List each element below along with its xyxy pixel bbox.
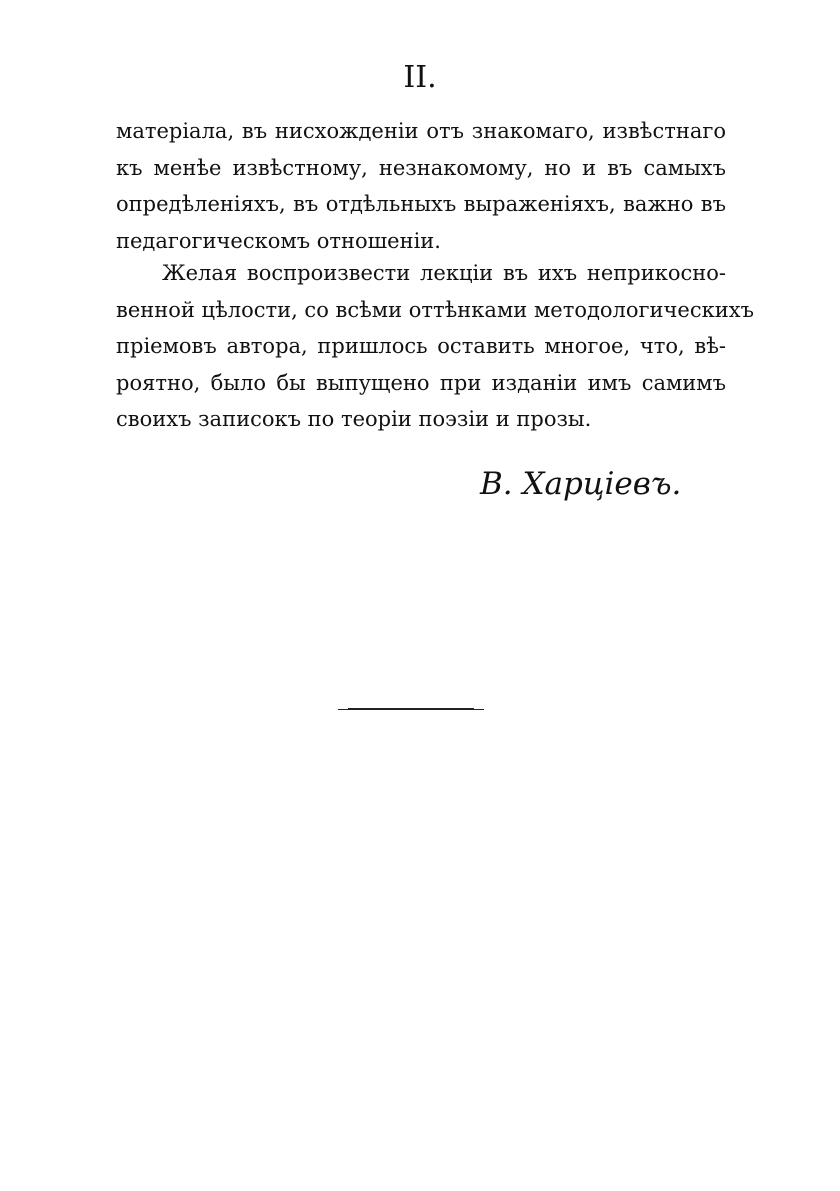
- author-signature: В. Харціевъ.: [480, 466, 682, 502]
- paragraph-1: [116, 113, 726, 259]
- paragraph-line: своихъ записокъ по теоріи поэзіи и прозы.: [116, 407, 592, 431]
- paragraph-line: опредѣленіяхъ, въ отдѣльныхъ выраженіяхъ, важно въ: [116, 192, 726, 216]
- paragraph-2: [116, 255, 754, 438]
- paragraph-line: матеріала, въ нисхожденіи отъ знакомаго, извѣстнаго: [116, 119, 726, 143]
- paragraph-line: Желая воспроизвести лекціи въ ихъ неприкосно-: [162, 261, 726, 285]
- paragraph-line: пріемовъ автора, пришлось оставить многое, что, вѣ-: [116, 334, 726, 358]
- section-divider: [338, 708, 484, 710]
- paragraph-line: къ менѣе извѣстному, незнакомому, но и въ самыхъ: [116, 155, 726, 180]
- paragraph-line: роятно, было бы выпущено при изданіи имъ самимъ: [116, 370, 726, 395]
- page-number: II.: [403, 60, 437, 95]
- paragraph-line: педагогическомъ отношеніи.: [116, 228, 441, 253]
- paragraph-line: венной цѣлости, со всѣми оттѣнками методологическихъ: [116, 297, 754, 322]
